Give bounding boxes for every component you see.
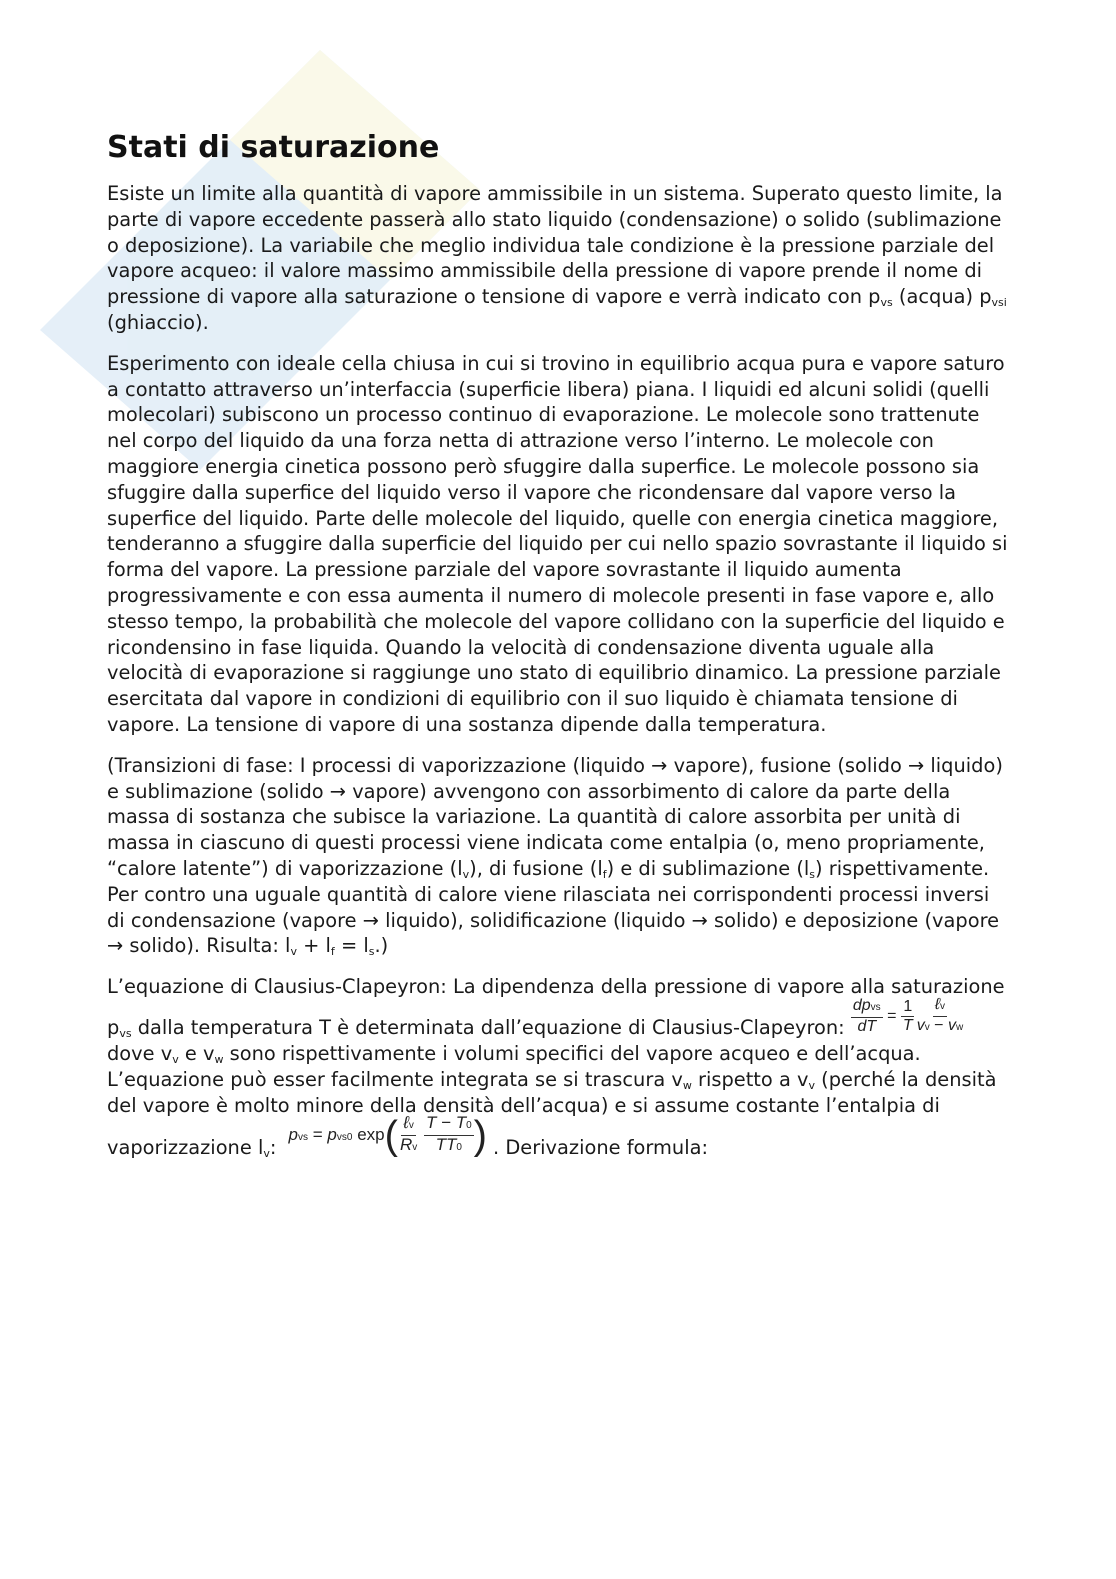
integrated-equation: pvs = pvs0 exp( $\frac{\text{ℓv}}{Rv}$ $\frac{T - T0}{TT0}$ ) [288,1113,487,1158]
paragraph-experiment: Esperimento con ideale cella chiusa in cui si trovino in equilibrio acqua pura e vapore saturo a contatto attraverso un’interfaccia (superficie libera) piana. I liquidi ed alcuni solidi (quelli molecolari) subiscono un processo continuo di evaporazione. Le molecole sono trattenute nel corpo del liquido da una forza netta di attrazione verso l’interno. Le molecole con maggiore energia cinetica possono però sfuggire dalla superfice. Le molecole possono sia sfuggire dalla superfice del liquido verso il vapore che ricondensare dal vapore verso la superfice del liquido. Parte delle molecole del liquido, quelle con energia cinetica maggiore, tenderanno a sfuggire dalla superficie del liquido per cui nello spazio sovrastante il liquido si forma del vapore. La pressione parziale del vapore sovrastante il liquido aumenta progressivamente e con essa aumenta il numero di molecole presenti in fase vapore e, allo stesso tempo, la probabilità che molecole del vapore collidano con la superficie del liquido e ricondensino in fase liquida. Quando la velocità di condensazione diventa uguale alla velocità di evaporazione si raggiunge uno stato di equilibrio dinamico. La pressione parziale esercitata dal vapore in condizioni di equilibrio con il suo liquido è chiamata tensione di vapore. La tensione di vapore di una sostanza dipende dalla temperatura. [107,351,1008,736]
paragraph-saturation-limit: Esiste un limite alla quantità di vapore ammissibile in un sistema. Superato questo limite, la parte di vapore eccedente passerà allo stato liquido (condensazione) o solido (sublimazione o deposizione). La variabile che meglio individua tale condizione è la pressione parziale del vapore acqueo: il valore massimo ammissibile della pressione di vapore prende il nome di pressione di vapore alla saturazione o tensione di vapore e verrà indicato con $p_{vs}$ (acqua) $p_{vsi}$ (ghiaccio). [107,182,1007,334]
page-title: Stati di saturazione [107,130,440,165]
clausius-clapeyron-equation: $\frac{\text{dpvs}}{dT}$ = $\frac{1}{T}$ $\frac{\text{ℓv}}{vv - vw}$ [852,995,964,1035]
paragraph-clausius-clapeyron: L’equazione di Clausius-Clapeyron: La dipendenza della pressione di vapore alla saturazione $p_{vs}$ dalla temperatura T è determinata dall’equazione di Clausius-Clapeyron: $\frac{\text{dpvs}}{dT}$ = $\frac{1}{T}$ $\frac{\text{ℓv}}{vv - vw}$ dove $v_v$ e $v_w$ sono rispettivamente i volumi specifici del vapore acqueo e dell’acqua. L’equazione può esser facilmente integrata se si trascura $v_w$ rispetto a $v_v$ (perché la densità del vapore è molto minore della densità dell’acqua) e si assume costante l’entalpia di vaporizzazione $l_v$: pvs = pvs0 exp( $\frac{\text{ℓv}}{Rv}$ $\frac{T - T0}{TT0}$ ) . Derivazione formula: [107,975,1005,1161]
document-page [107,128,1012,1176]
paragraph-phase-transitions: (Transizioni di fase: I processi di vaporizzazione (liquido → vapore), fusione (solido → liquido) e sublimazione (solido → vapore) avvengono con assorbimento di calore da parte della massa di sostanza che subisce la variazione. La quantità di calore assorbita per unità di massa in ciascuno di questi processi viene indicata come entalpia (o, meno propriamente, “calore latente”) di vaporizzazione $(l_v)$, di fusione $(l_f)$ e di sublimazione $(l_s)$ rispettivamente. Per contro una uguale quantità di calore viene rilasciata nei corrispondenti processi inversi di condensazione (vapore → liquido), solidificazione (liquido → solido) e deposizione (vapore → solido). Risulta: $l_v + l_f = l_s$.) [107,753,1003,959]
